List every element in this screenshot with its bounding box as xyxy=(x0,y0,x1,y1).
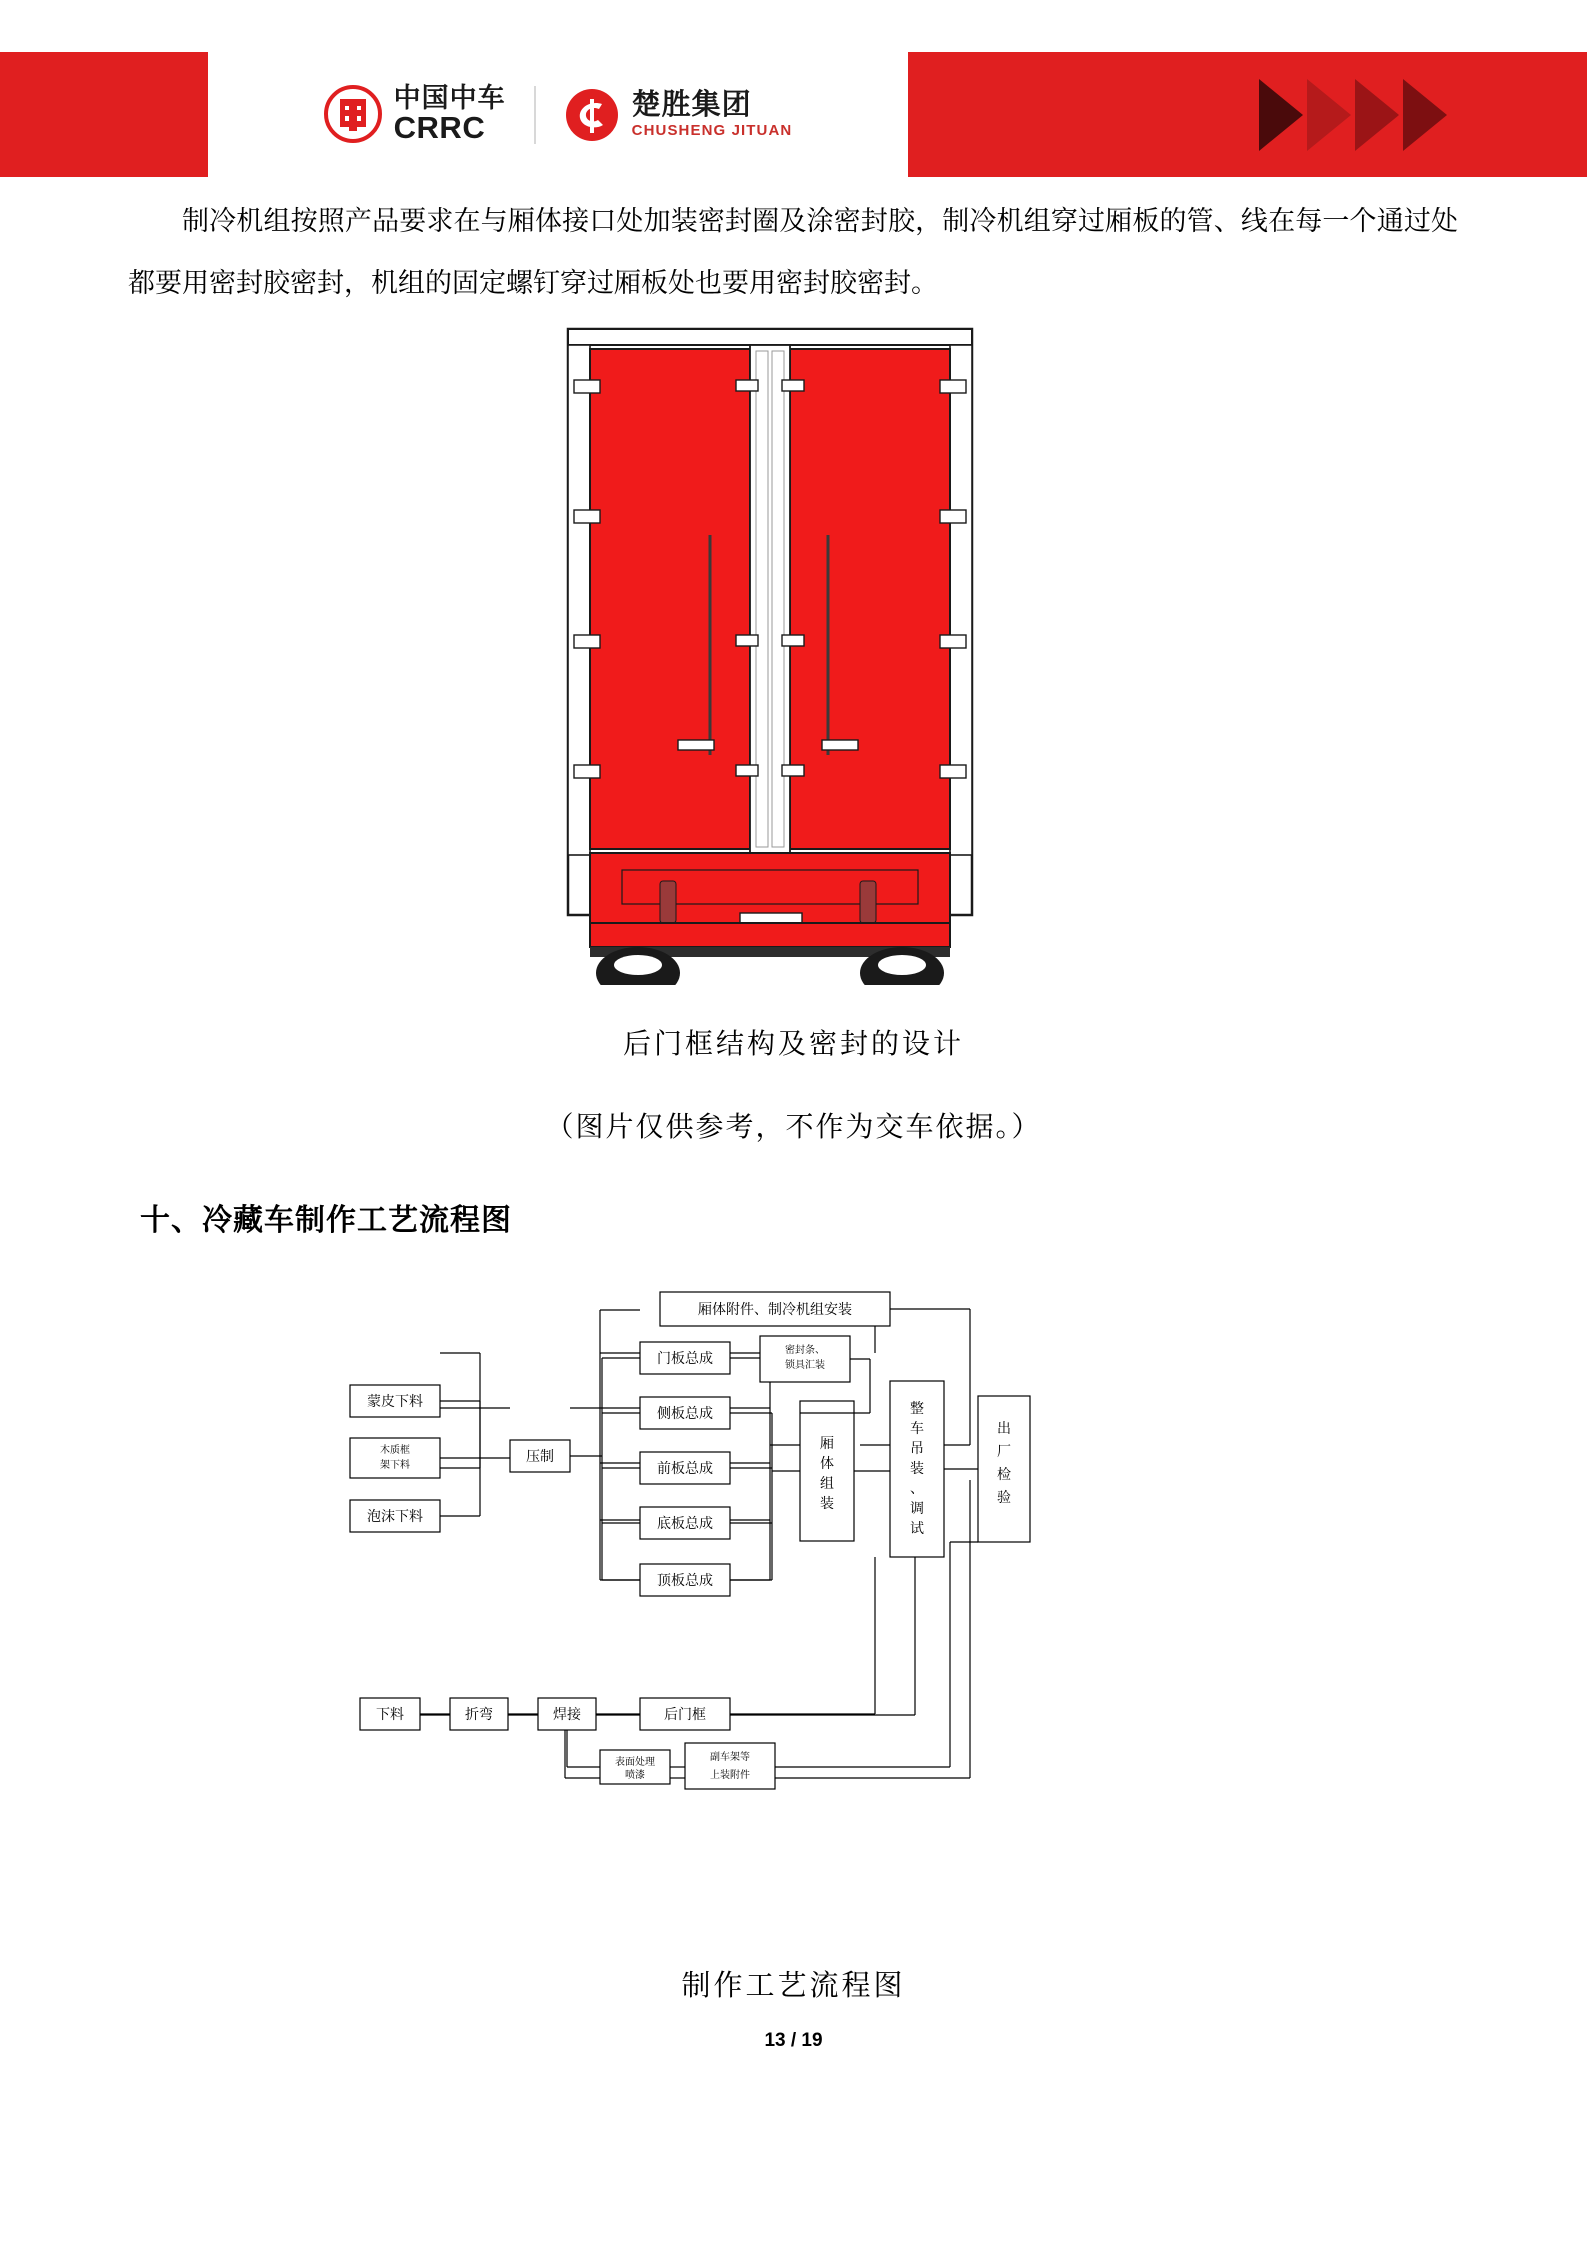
svg-text:体: 体 xyxy=(820,1455,834,1471)
chevron-icon xyxy=(1259,79,1303,151)
page-header-banner xyxy=(0,52,1587,177)
process-flow-chart xyxy=(330,1290,1260,1910)
header-chevron-decoration xyxy=(1177,52,1457,177)
flow-chart-caption: 制作工艺流程图 xyxy=(681,1970,906,2002)
svg-text:车: 车 xyxy=(910,1420,924,1436)
figure-caption: 后门框结构及密封的设计 xyxy=(622,1029,964,1060)
flow-node-label: 后门框 xyxy=(664,1706,706,1722)
svg-text:、: 、 xyxy=(910,1480,924,1496)
flow-node-label: 折弯 xyxy=(465,1706,493,1722)
flow-node-label: 木质框架下料 xyxy=(380,1445,410,1471)
flow-node-label: 侧板总成 xyxy=(657,1405,713,1421)
svg-text:上装附件: 上装附件 xyxy=(710,1770,750,1781)
crrc-name-en: CRRC xyxy=(393,110,486,146)
section-heading: 十、冷藏车制作工艺流程图 xyxy=(140,1204,512,1237)
svg-text:吊: 吊 xyxy=(910,1440,924,1456)
chusheng-emblem-icon xyxy=(564,87,620,143)
svg-text:装: 装 xyxy=(820,1495,834,1511)
flow-node-label: 表面处理 xyxy=(615,1757,655,1768)
svg-text:调: 调 xyxy=(910,1500,924,1516)
flow-node-label: 下料 xyxy=(376,1706,404,1722)
crrc-emblem-icon xyxy=(324,85,382,143)
flow-node-label: 焊接 xyxy=(553,1706,581,1722)
svg-text:喷漆: 喷漆 xyxy=(625,1770,645,1781)
chevron-icon xyxy=(1403,79,1447,151)
chevron-icon xyxy=(1355,79,1399,151)
flow-node-label: 整 xyxy=(910,1400,924,1416)
chusheng-wordmark xyxy=(632,90,793,139)
flow-node-label: 门板总成 xyxy=(657,1350,713,1366)
flow-node-label: 顶板总成 xyxy=(657,1572,713,1588)
flow-node-label: 密封条、锁具汇装 xyxy=(785,1345,825,1371)
flow-node-label: 副车架等 xyxy=(710,1752,750,1763)
chusheng-name-cn: 楚胜集团 xyxy=(631,88,752,121)
flow-node-label: 厢体附件、制冷机组安装 xyxy=(698,1301,852,1317)
svg-text:厂: 厂 xyxy=(997,1443,1011,1459)
body-paragraph: 制冷机组按照产品要求在与厢体接口处加装密封圈及涂密封胶，制冷机组穿过厢板的管、线在每一个通过处都要用密封胶密封，机组的固定螺钉穿过厢板处也要用密封胶密封。 xyxy=(128,206,1458,298)
flow-node-label: 前板总成 xyxy=(657,1460,713,1476)
svg-text:试: 试 xyxy=(910,1520,924,1536)
flow-node-label: 厢 xyxy=(820,1435,834,1451)
svg-text:组: 组 xyxy=(820,1475,834,1491)
chusheng-name-en: CHUSHENG JITUAN xyxy=(631,122,793,140)
truck-rear-door-figure xyxy=(560,325,980,985)
chusheng-logo xyxy=(564,87,793,143)
chevron-icon xyxy=(1307,79,1351,151)
flow-node-label: 泡沫下料 xyxy=(367,1508,423,1524)
svg-text:验: 验 xyxy=(997,1489,1011,1505)
logo-divider xyxy=(534,86,536,144)
page-number: 13 / 19 xyxy=(764,2030,823,2051)
crrc-logo xyxy=(324,84,506,145)
svg-text:检: 检 xyxy=(997,1466,1011,1482)
flow-node-label: 底板总成 xyxy=(657,1515,713,1531)
crrc-name-cn: 中国中车 xyxy=(393,83,506,114)
flow-node-label: 压制 xyxy=(526,1448,554,1464)
flow-node-label: 蒙皮下料 xyxy=(367,1393,423,1409)
crrc-wordmark xyxy=(394,84,506,145)
svg-text:装: 装 xyxy=(910,1460,924,1476)
figure-note: （图片仅供参考，不作为交车依据。） xyxy=(545,1112,1042,1143)
brand-logo-row xyxy=(208,52,908,177)
flow-node-label: 出 xyxy=(997,1420,1011,1436)
